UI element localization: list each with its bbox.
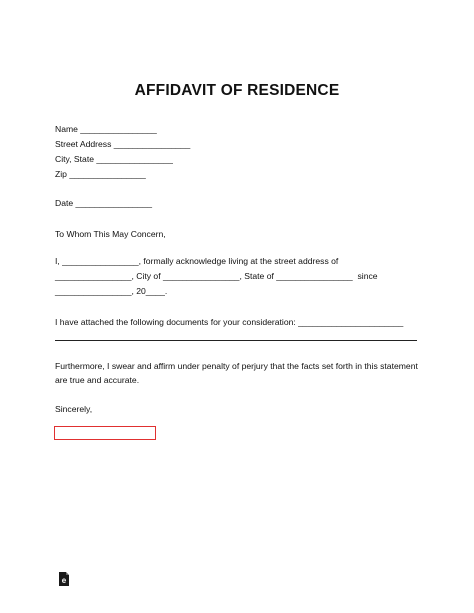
body-line-2: ________________, City of ________________, State of ________________ since xyxy=(55,271,378,281)
salutation: To Whom This May Concern, xyxy=(55,229,166,239)
affirmation-line-2: are true and accurate. xyxy=(55,375,140,385)
body-line-1: I, ________________, formally acknowledge living at the street address of xyxy=(55,256,339,266)
affirmation-line-1: Furthermore, I swear and affirm under penalty of perjury that the facts set forth in this statement xyxy=(55,361,418,371)
attachments-continuation-rule xyxy=(55,340,417,341)
closing: Sincerely, xyxy=(55,404,93,414)
date-field-line: Date ________________ xyxy=(55,198,153,208)
eforms-logo-icon xyxy=(58,572,70,586)
city-state-field-line: City, State ________________ xyxy=(55,154,173,164)
zip-field-line: Zip ________________ xyxy=(55,169,146,179)
attachments-line: I have attached the following documents for your consideration: ______________________ xyxy=(55,317,404,327)
svg-text:e: e xyxy=(61,576,67,586)
name-field-line: Name ________________ xyxy=(55,124,157,134)
document-title: AFFIDAVIT OF RESIDENCE xyxy=(134,82,340,99)
signature-field[interactable] xyxy=(54,426,156,440)
body-line-3: ________________, 20____. xyxy=(55,286,168,296)
street-address-field-line: Street Address ________________ xyxy=(55,139,191,149)
